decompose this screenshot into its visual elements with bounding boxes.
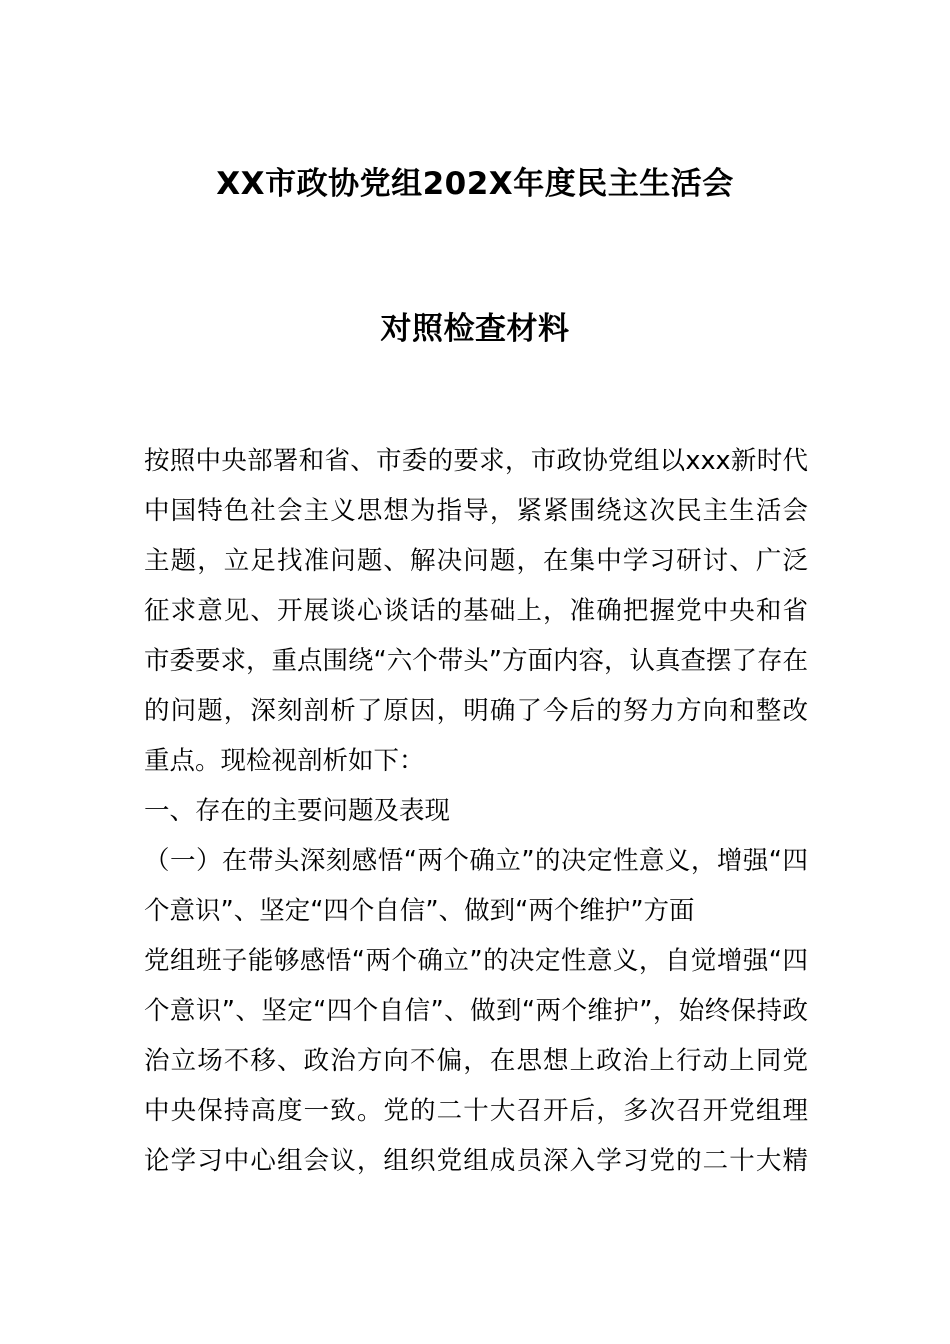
document-title-line-1: XX市政协党组202X年度民主生活会 [216, 166, 734, 202]
paragraph-line: 中国特色社会主义思想为指导，紧紧围绕这次民主生活会 [144, 496, 808, 526]
paragraph-line: 治立场不移、政治方向不偏，在思想上政治上行动上同党 [144, 1046, 808, 1076]
paragraph-line: 征求意见、开展谈心谈话的基础上，准确把握党中央和省 [144, 596, 808, 626]
paragraph-line: 论学习中心组会议，组织党组成员深入学习党的二十大精 [144, 1146, 808, 1176]
document-title-line-2: 对照检查材料 [380, 311, 570, 347]
paragraph-line: 党组班子能够感悟“两个确立”的决定性意义，自觉增强“四 [144, 946, 808, 976]
paragraph-line: 中央保持高度一致。党的二十大召开后，多次召开党组理 [144, 1096, 808, 1126]
paragraph-line: 个意识”、坚定“四个自信”、做到“两个维护”，始终保持政 [144, 996, 808, 1026]
paragraph-line: 的问题，深刻剖析了原因，明确了今后的努力方向和整改 [144, 696, 808, 726]
paragraph-line: 主题，立足找准问题、解决问题，在集中学习研讨、广泛 [144, 546, 808, 576]
paragraph-line: 按照中央部署和省、市委的要求，市政协党组以xxx新时代 [144, 446, 808, 476]
document-body [144, 436, 808, 1186]
subsection-heading-line: （一）在带头深刻感悟“两个确立”的决定性意义，增强“四 [144, 846, 808, 876]
paragraph-line: 重点。现检视剖析如下： [144, 746, 425, 776]
paragraph-line: 市委要求，重点围绕“六个带头”方面内容，认真查摆了存在 [144, 646, 808, 676]
section-heading: 一、存在的主要问题及表现 [144, 796, 451, 826]
subsection-heading-line: 个意识”、坚定“四个自信”、做到“两个维护”方面 [144, 896, 695, 926]
